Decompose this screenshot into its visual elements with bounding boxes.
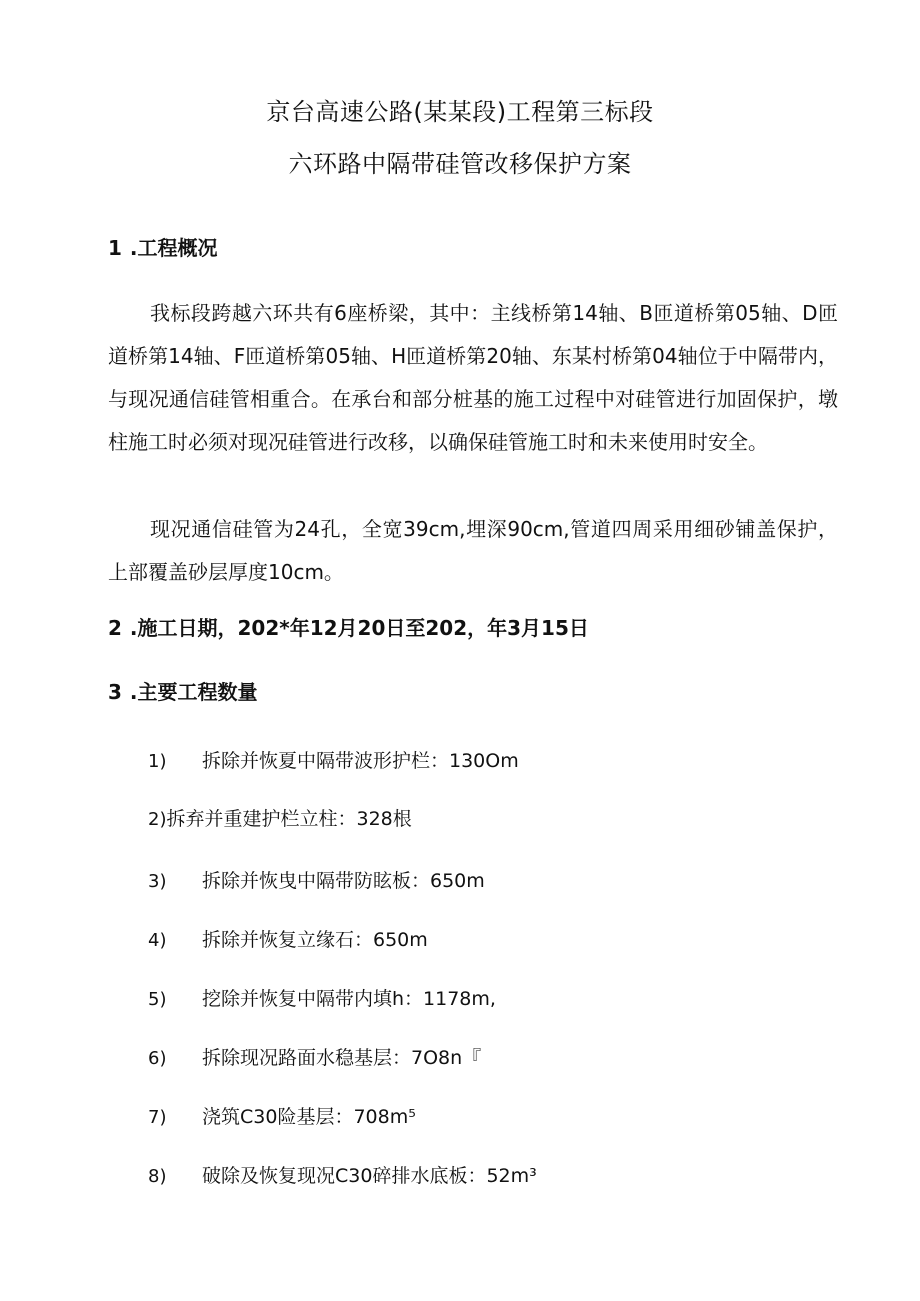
- document-title: 京台高速公路(某某段)工程第三标段: [266, 98, 654, 126]
- list-item-number: 2): [148, 809, 167, 830]
- list-item: [148, 866, 485, 893]
- list-item-text: 破除及恢复现况C30碎排水底板：52m³: [202, 1165, 537, 1187]
- section-title: .施工日期，202*年12月20日至202，年3月15日: [129, 616, 589, 640]
- list-item-number: 7): [148, 1107, 167, 1128]
- list-item-text: 拆除并恢夏中隔带波形护栏：130Om: [202, 750, 519, 772]
- list-item-text: 拆弃并重建护栏立柱：328根: [166, 808, 412, 830]
- section-heading-overview: [108, 232, 218, 261]
- document-subtitle: 六环路中隔带硅管改移保护方案: [288, 150, 632, 178]
- section-title: .工程概况: [129, 236, 218, 260]
- list-item-number: 3): [148, 871, 167, 892]
- list-item-number: 1): [148, 751, 167, 772]
- list-item-text: 拆除并恢复立缘石：650m: [202, 929, 428, 951]
- list-item-number: 6): [148, 1048, 167, 1069]
- overview-paragraph-2: 现况通信硅管为24孔，全宽39cm,埋深90cm,管道四周采用细砂铺盖保护，上部覆盖砂层厚度10cm。: [108, 517, 838, 584]
- section-heading-quantities: [108, 676, 258, 705]
- list-item-number: 8): [148, 1166, 167, 1187]
- section-number: 1: [108, 236, 122, 260]
- list-item: [148, 746, 519, 773]
- section-title: .主要工程数量: [129, 680, 258, 704]
- list-item-number: 5): [148, 989, 167, 1010]
- list-item-number: 4): [148, 930, 167, 951]
- list-item: [148, 804, 412, 831]
- list-item: [148, 984, 496, 1011]
- list-item: [148, 925, 428, 952]
- list-item: [148, 1102, 416, 1129]
- section-number: 2: [108, 616, 122, 640]
- list-item: [148, 1043, 481, 1070]
- list-item: [148, 1161, 537, 1188]
- list-item-text: 挖除并恢复中隔带内填h：1178m,: [202, 988, 496, 1010]
- list-item-text: 浇筑C30险基层：708m⁵: [202, 1106, 416, 1128]
- list-item-text: 拆除并恢曳中隔带防眩板：650m: [202, 870, 485, 892]
- overview-paragraph-1: 我标段跨越六环共有6座桥梁，其中：主线桥第14轴、B匝道桥第05轴、D匝道桥第14轴、F匝道桥第05轴、H匝道桥第20轴、东某村桥第04轴位于中隔带内，与现况通信硅管相重合。在承台和部分桩基的施工过程中对硅管进行加固保护，墩柱施工时必须对现况硅管进行改移，以确保硅管施工时和未来使用时安全。: [108, 301, 838, 454]
- list-item-text: 拆除现况路面水稳基层：7O8n『: [202, 1047, 482, 1069]
- section-number: 3: [108, 680, 122, 704]
- section-heading-schedule: [108, 612, 589, 641]
